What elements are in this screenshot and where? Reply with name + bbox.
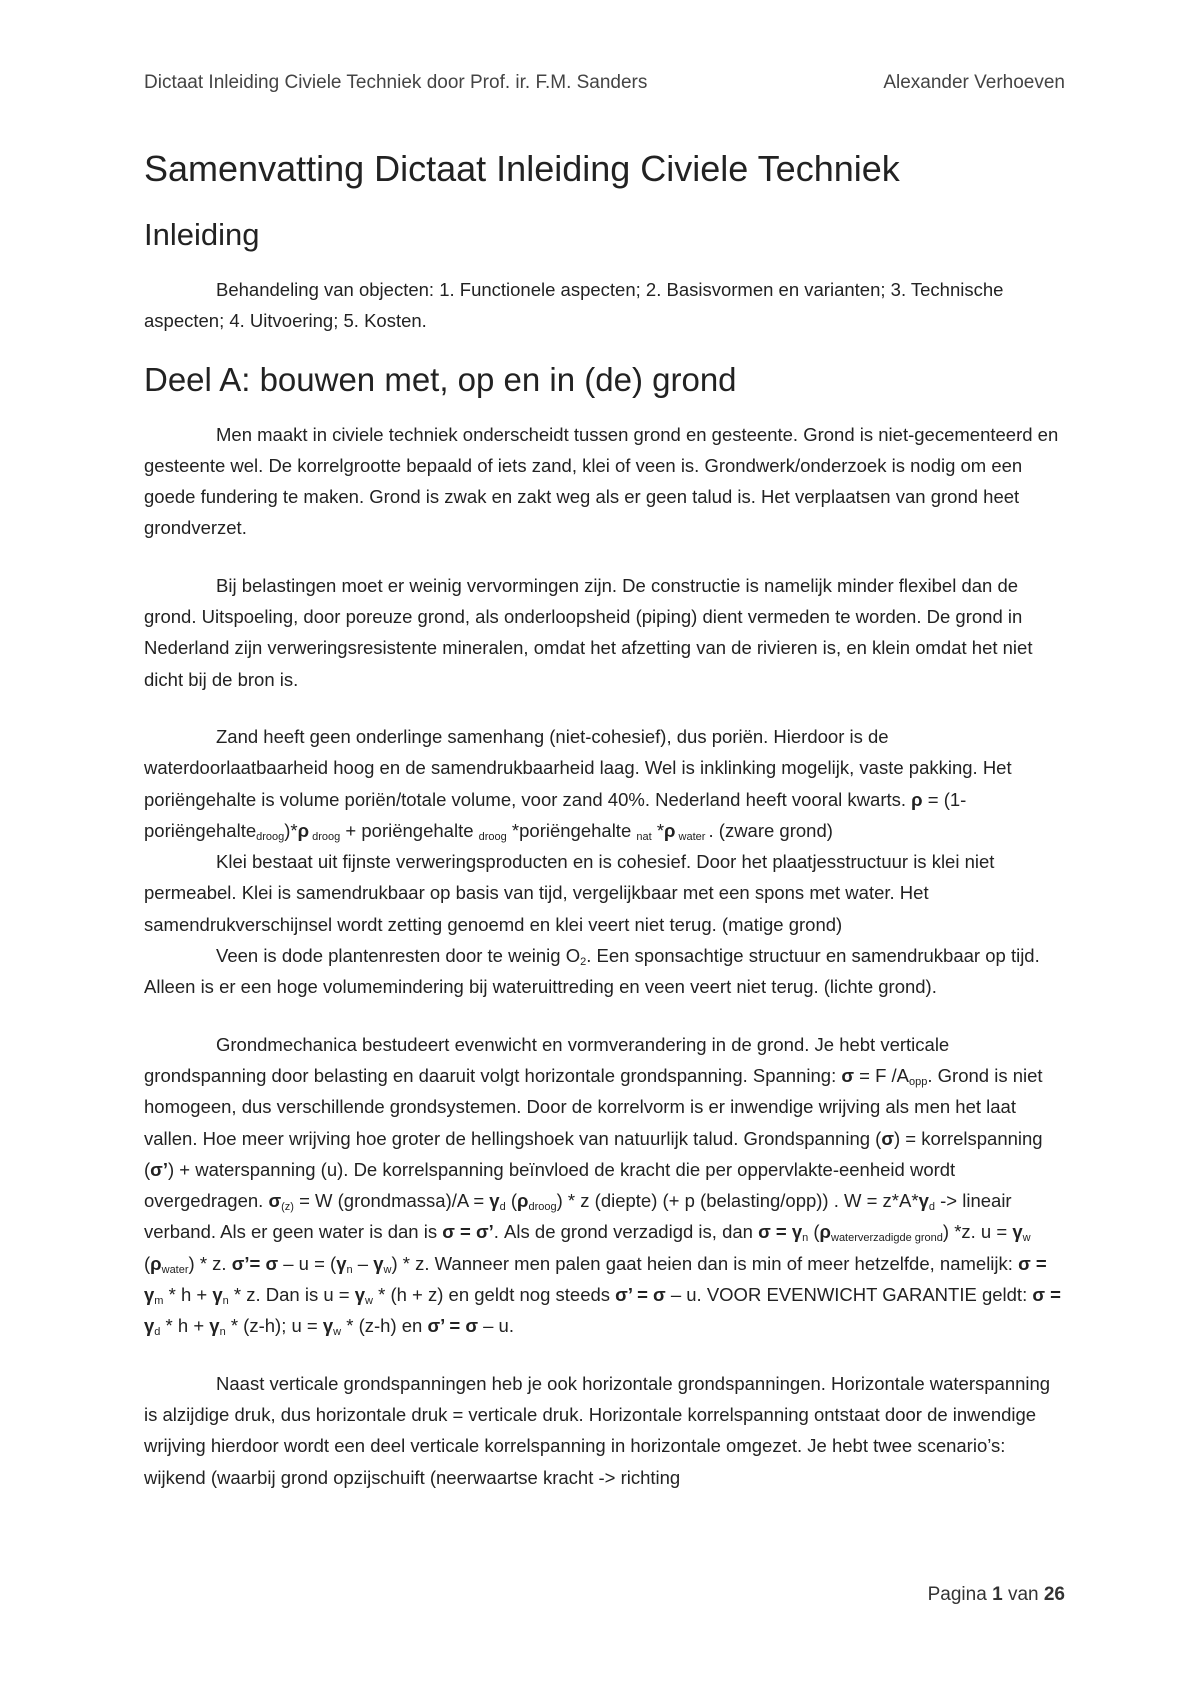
footer-of-label: van: [1007, 1584, 1039, 1605]
header-author: Alexander Verhoeven: [883, 72, 1065, 93]
footer-page-total: 26: [1043, 1584, 1065, 1605]
paragraph-horizontale-grondspanning: Naast verticale grondspanningen heb je ook horizontale grondspanningen. Horizontale waterspanning is alzijdige druk, dus horizontale druk = verticale druk. Horizontale korrelspanning ontstaat door de inwendige wrijving hierdoor wordt een deel verticale korrelspanning in horizontale omgezet. Je hebt twee scenario’s: wijkend (waarbij grond opzijschuift (neerwaartse kracht -> richting: [144, 1372, 1051, 1488]
section-heading-deel-a: Deel A: bouwen met, op en in (de) grond: [144, 360, 737, 398]
paragraph-grond-gesteente: Men maakt in civiele techniek onderscheidt tussen grond en gesteente. Grond is niet-gecementeerd en gesteente wel. De korrelgrootte bepaald of iets zand, klei of veen is. Grondwerk/onderzoek is nodig om een goede fundering te maken. Grond is zwak en zakt weg als er geen talud is. Het verplaatsen van grond heet grondverzet.: [144, 423, 1059, 539]
paragraph-zand: Zand heeft geen onderlinge samenhang (niet-cohesief), dus poriën. Hierdoor is de waterdoorlaatbaarheid hoog en de samendrukbaarheid laag. Wel is inklinking mogelijk, vaste pakking. Het poriëngehalte is volume poriën/totale volume, voor zand 40%. Nederland heeft vooral kwarts. ρ = (1-poriëngehalte$_{droog}$)*ρ $_{droog}$ + poriëngehalte $_{droog}$ *poriëngehalte $_{nat}$ *ρ $_{water}$ . (zware grond): [144, 725, 1012, 843]
page-header: [144, 72, 1065, 94]
page-content: [144, 142, 1066, 1493]
footer-page-label: Pagina: [927, 1584, 987, 1605]
page-footer: [928, 1584, 1065, 1606]
paragraph-belastingen: Bij belastingen moet er weinig vervormingen zijn. De constructie is namelijk minder flexibel dan de grond. Uitspoeling, door poreuze grond, als onderloopsheid (piping) dient vermeden te worden. De grond in Nederland zijn verweringsresistente mineralen, omdat het afzetting van de rivieren is, en klein omdat het niet dicht bij de bron is.: [144, 574, 1033, 690]
document-title: Samenvatting Dictaat Inleiding Civiele Techniek: [144, 148, 900, 189]
paragraph-veen: Veen is dode plantenresten door te weinig $O_2$. Een sponsachtige structuur en samendrukbaar op tijd. Alleen is er een hoge volumemindering bij wateruittreding en veen veert niet terug. (lichte grond).: [144, 945, 1040, 998]
paragraph-grondmechanica: Grondmechanica bestudeert evenwicht en vormverandering in de grond. Je hebt verticale grondspanning door belasting en daaruit volgt horizontale grondspanning. Spanning: σ = F $/A_{opp}$. Grond is niet homogeen, dus verschillende grondsystemen. Door de korrelvorm is er inwendige wrijving als men het laat vallen. Hoe meer wrijving hoe groter de hellingshoek van natuurlijk talud. Grondspanning (σ) = korrelspanning (σ’) + waterspanning (u). De korrelspanning beïnvloed de kracht die per oppervlakte-eenheid wordt overgedragen. $\sigma_{(z)} = W$ (grondmassa)/A = $\gamma_d$ $(\rho_{droog})$ * z (diepte) (+ p (belasting/opp)) . $W = z*A*\gamma_d$ -> lineair verband. Als er geen water is dan is σ = σ’. Als de grond verzadigd is, dan $\sigma = \gamma_n$ $(\rho_{waterverzadigde grond})$ *z. $u = \gamma_w$ $(\rho_{water})$ * z. σ’= $\sigma - u = (\gamma_n - \gamma_w) * z$. Wanneer men palen gaat heien dan is min of meer hetzelfde, namelijk: $\sigma = \gamma_m * h + \gamma_n * z$. Dan is $u = \gamma_w * (h + z)$ en geldt nog steeds σ’ = σ – u. VOOR EVENWICHT GARANTIE geldt: $\sigma = \gamma_d * h + \gamma_n * (z-h)$; $u = \gamma_w * (z-h)$ en σ’ = σ – u.: [144, 1033, 1061, 1339]
footer-page-number: 1: [992, 1584, 1003, 1605]
paragraph-klei: Klei bestaat uit fijnste verweringsproducten en is cohesief. Door het plaatjesstructuur is klei niet permeabel. Klei is samendrukbaar op basis van tijd, vergelijkbaar met een spons met water. Het samendrukverschijnsel wordt zetting genoemd en klei veert niet terug. (matige grond): [144, 851, 995, 935]
header-course-title: Dictaat Inleiding Civiele Techniek door Prof. ir. F.M. Sanders: [144, 72, 648, 93]
inleiding-paragraph: Behandeling van objecten: 1. Functionele aspecten; 2. Basisvormen en varianten; 3. Technische aspecten; 4. Uitvoering; 5. Kosten.: [144, 279, 1004, 332]
section-heading-inleiding: Inleiding: [144, 217, 260, 252]
